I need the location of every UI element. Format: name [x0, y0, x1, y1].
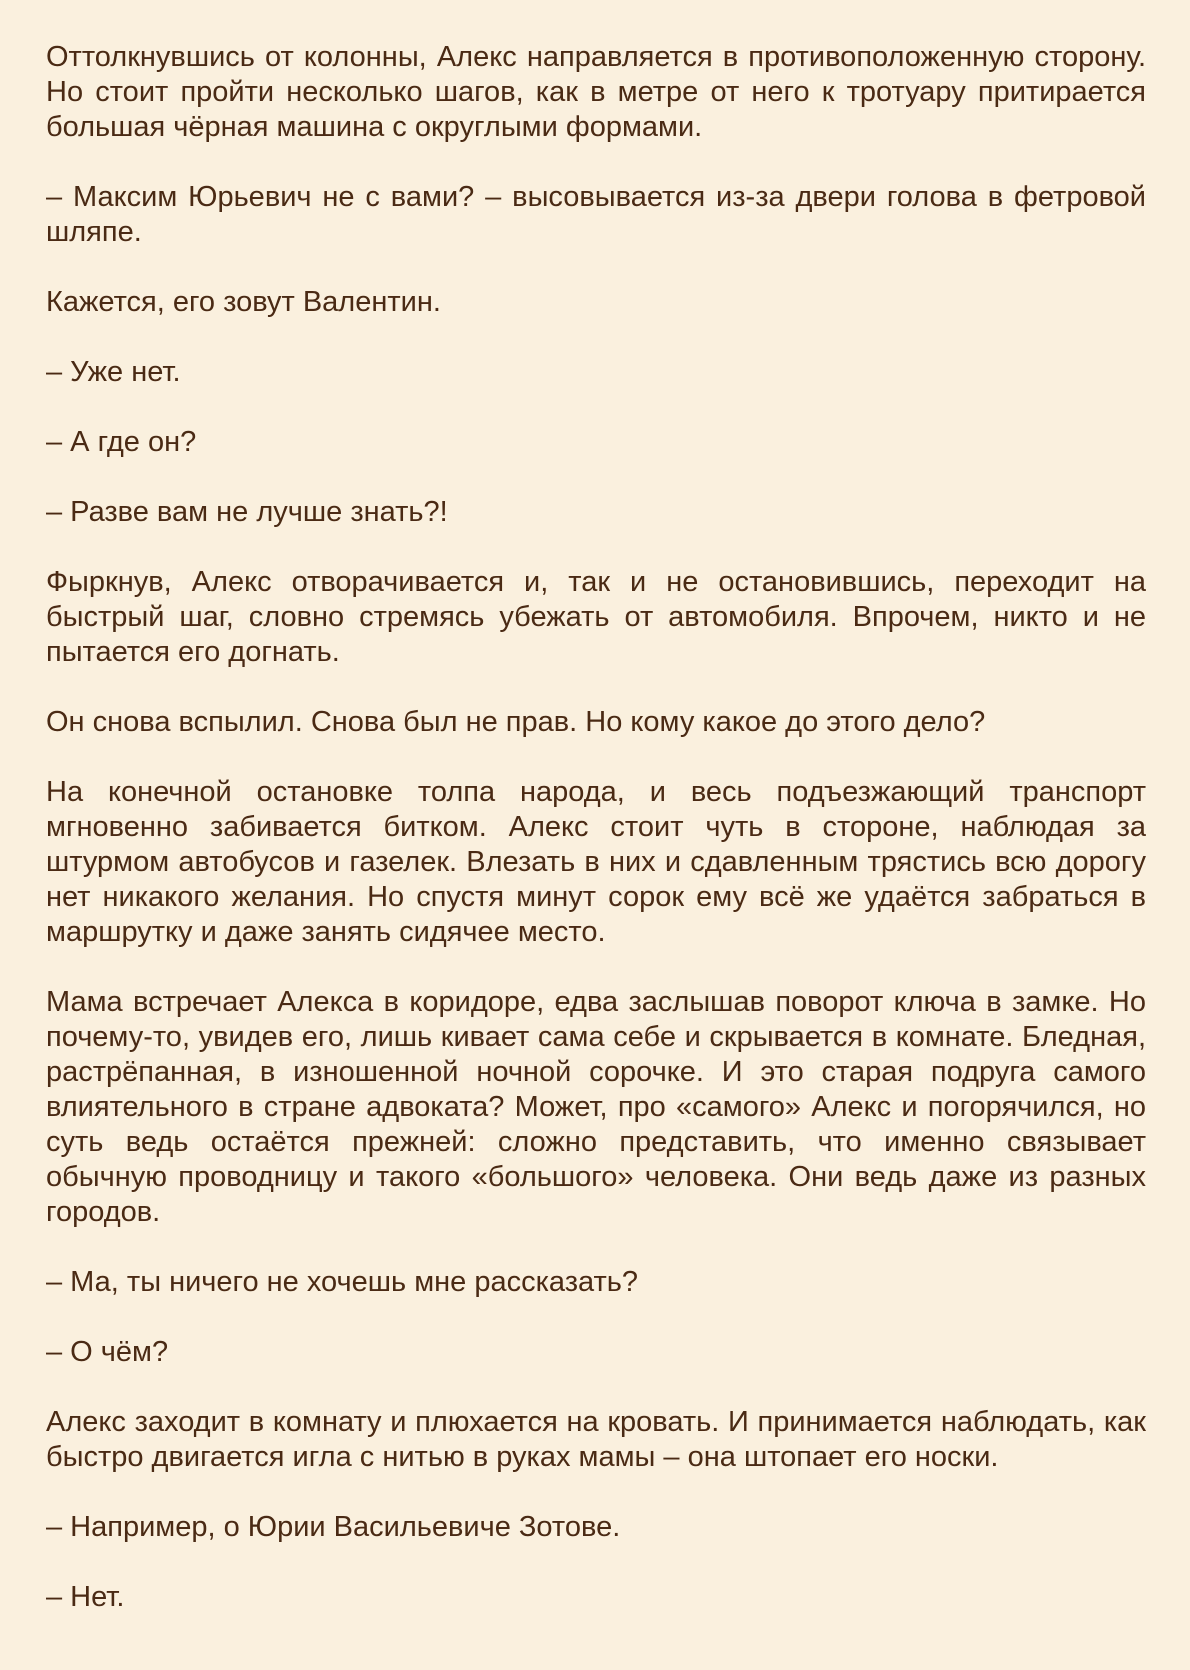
paragraph-1: Оттолкнувшись от колонны, Алекс направляется в противоположенную сторону. Но стоит пройти несколько шагов, как в метре от него к тротуару притирается большая чёрная машина с округлыми формами. — [46, 41, 1146, 143]
paragraph-10: Мама встречает Алекса в коридоре, едва заслышав поворот ключа в замке. Но почему-то, увидев его, лишь кивает сама себе и скрывается в комнате. Бледная, растрёпанная, в изношенной ночной сорочке. И это старая подруга самого влиятельного в стране адвоката? Может, про «самого» Алекс и погорячился, но суть ведь остаётся прежней: сложно представить, что именно связывает обычную проводницу и такого «большого» человека. Они ведь даже из разных городов. — [46, 986, 1146, 1228]
paragraph-15: – Нет. — [46, 1581, 125, 1613]
paragraph-9: На конечной остановке толпа народа, и весь подъезжающий транспорт мгновенно забивается битком. Алекс стоит чуть в стороне, наблюдая за штурмом автобусов и газелек. Влезать в них и сдавленным трястись всю дорогу нет никакого желания. Но спустя минут сорок ему всё же удаётся забраться в маршрутку и даже занять сидячее место. — [46, 776, 1146, 948]
paragraph-3: Кажется, его зовут Валентин. — [46, 286, 441, 318]
paragraph-6: – Разве вам не лучше знать?! — [46, 496, 448, 528]
paragraph-7: Фыркнув, Алекс отворачивается и, так и не остановившись, переходит на быстрый шаг, словно стремясь убежать от автомобиля. Впрочем, никто и не пытается его догнать. — [46, 566, 1146, 668]
paragraph-4: – Уже нет. — [46, 356, 181, 388]
paragraph-11: – Ма, ты ничего не хочешь мне рассказать? — [46, 1266, 639, 1298]
paragraph-5: – А где он? — [46, 426, 197, 458]
paragraph-2: – Максим Юрьевич не с вами? – высовывается из-за двери голова в фетровой шляпе. — [46, 181, 1146, 248]
paragraph-14: – Например, о Юрии Васильевиче Зотове. — [46, 1511, 621, 1543]
paragraph-12: – О чём? — [46, 1336, 169, 1368]
paragraph-8: Он снова вспылил. Снова был не прав. Но кому какое до этого дело? — [46, 706, 986, 738]
paragraph-13: Алекс заходит в комнату и плюхается на кровать. И принимается наблюдать, как быстро двигается игла с нитью в руках мамы – она штопает его носки. — [46, 1406, 1146, 1473]
